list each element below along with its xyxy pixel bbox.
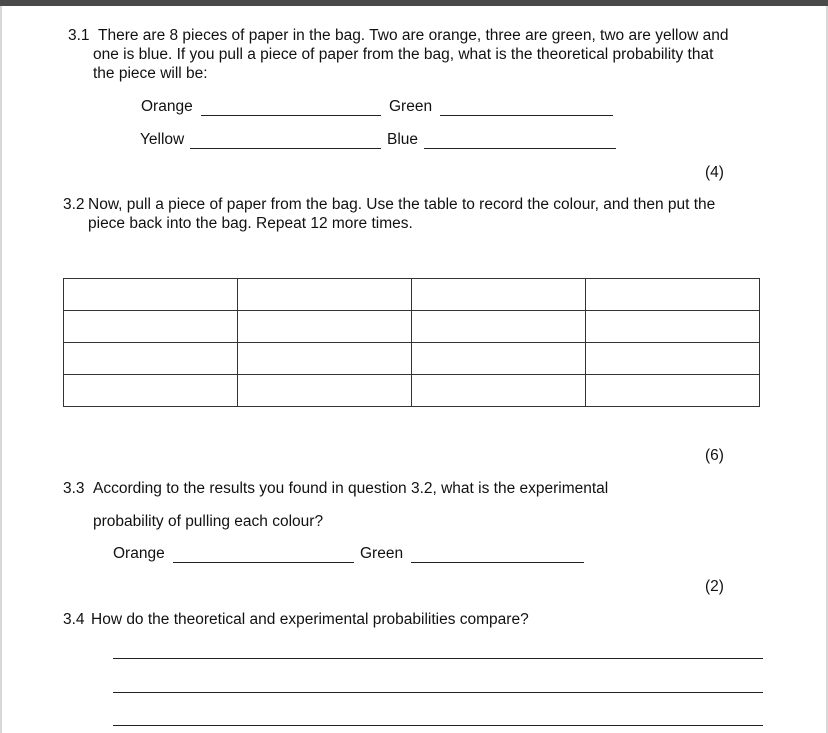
question-number: 3.2 (63, 196, 85, 213)
table-cell[interactable] (412, 375, 586, 407)
answer-line[interactable] (113, 674, 763, 693)
page-top-border (0, 0, 828, 6)
table-row (64, 375, 760, 407)
table-cell[interactable] (238, 375, 412, 407)
green-label: Green (360, 545, 404, 562)
orange-label: Orange (141, 98, 193, 115)
table-cell[interactable] (586, 375, 760, 407)
question-text-line: probability of pulling each colour? (93, 513, 324, 530)
question-text-line: Now, pull a piece of paper from the bag. Use the table to record the colour, and then put the (88, 196, 716, 213)
green-answer-line[interactable] (440, 97, 613, 116)
question-text-line: one is blue. If you pull a piece of paper from the bag, what is the theoretical probability that (93, 46, 714, 63)
table-row (64, 279, 760, 311)
question-number: 3.3 (63, 480, 85, 497)
table-cell[interactable] (64, 311, 238, 343)
table-cell[interactable] (586, 311, 760, 343)
table-cell[interactable] (238, 343, 412, 375)
answer-line[interactable] (113, 707, 763, 726)
table-cell[interactable] (412, 311, 586, 343)
orange-answer-line[interactable] (173, 544, 354, 563)
table-cell[interactable] (64, 343, 238, 375)
table-cell[interactable] (586, 279, 760, 311)
table-cell[interactable] (64, 279, 238, 311)
question-text-line: How do the theoretical and experimental probabilities compare? (91, 611, 529, 628)
table-row (64, 343, 760, 375)
table-cell[interactable] (586, 343, 760, 375)
table-row (64, 311, 760, 343)
blue-label: Blue (387, 131, 419, 148)
question-number: 3.4 (63, 611, 85, 628)
marks-label: (2) (705, 578, 724, 595)
green-answer-line[interactable] (411, 544, 584, 563)
question-number: 3.1 (68, 27, 90, 44)
page-left-edge (0, 6, 2, 733)
orange-answer-line[interactable] (201, 97, 381, 116)
table-cell[interactable] (238, 279, 412, 311)
question-text-line: According to the results you found in question 3.2, what is the experimental (93, 480, 609, 497)
question-text-line: There are 8 pieces of paper in the bag. Two are orange, three are green, two are yellow and (98, 27, 729, 44)
marks-label: (6) (705, 447, 724, 464)
yellow-label: Yellow (140, 131, 185, 148)
table-cell[interactable] (412, 343, 586, 375)
table-cell[interactable] (412, 279, 586, 311)
results-table (63, 278, 760, 407)
table-cell[interactable] (238, 311, 412, 343)
blue-answer-line[interactable] (424, 130, 616, 149)
marks-label: (4) (705, 164, 724, 181)
answer-line[interactable] (113, 640, 763, 659)
orange-label: Orange (113, 545, 165, 562)
question-text-line: piece back into the bag. Repeat 12 more times. (88, 215, 413, 232)
question-text-line: the piece will be: (93, 65, 208, 82)
green-label: Green (389, 98, 433, 115)
table-cell[interactable] (64, 375, 238, 407)
yellow-answer-line[interactable] (190, 130, 381, 149)
